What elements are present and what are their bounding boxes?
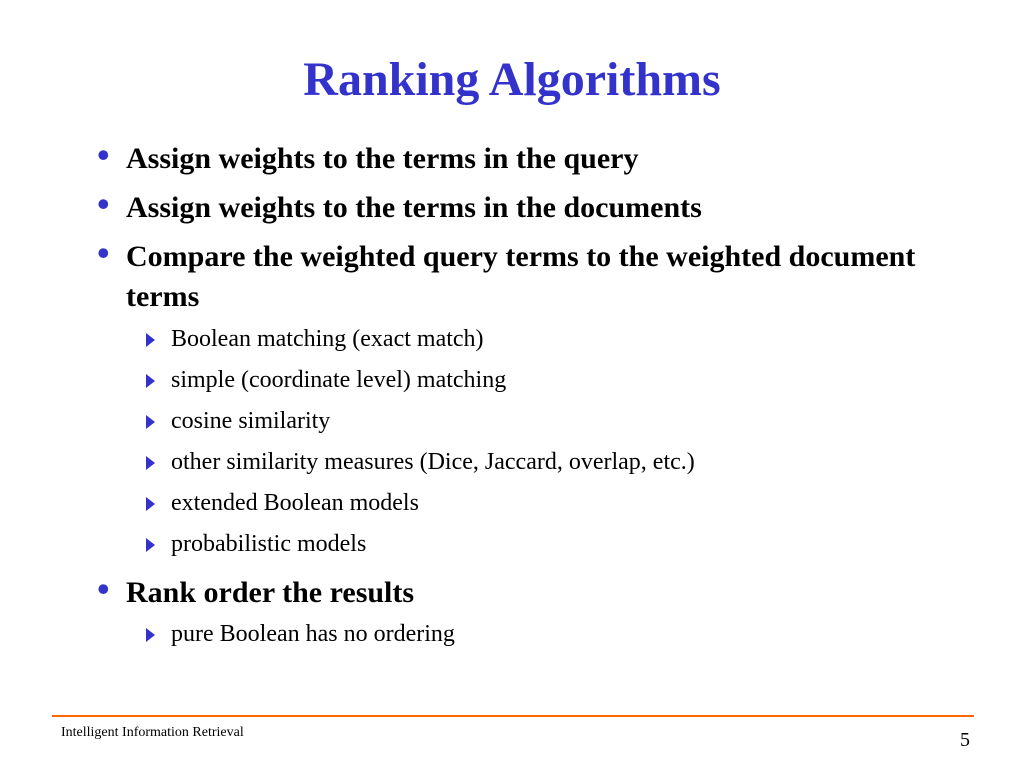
- footer-course-name: Intelligent Information Retrieval: [61, 725, 244, 740]
- triangle-bullet-icon: [146, 456, 155, 470]
- sub-bullet-text: probabilistic models: [171, 531, 367, 557]
- sub-bullet-text: pure Boolean has no ordering: [171, 621, 455, 647]
- bullet-text: Rank order the results: [126, 576, 415, 609]
- triangle-bullet-icon: [146, 333, 155, 347]
- bullet-text: Assign weights to the terms in the documents: [126, 191, 702, 224]
- round-bullet-icon: •: [97, 233, 110, 273]
- round-bullet-icon: •: [97, 184, 110, 224]
- footer-rule: [52, 715, 974, 717]
- bullet-text: Assign weights to the terms in the query: [126, 142, 639, 175]
- bullet-text: Compare the weighted query terms to the weighted document terms: [126, 240, 916, 313]
- triangle-bullet-icon: [146, 538, 155, 552]
- sub-bullet-text: extended Boolean models: [171, 490, 419, 516]
- slide-title: Ranking Algorithms: [303, 53, 721, 106]
- triangle-bullet-icon: [146, 415, 155, 429]
- sub-bullet-text: simple (coordinate level) matching: [171, 367, 507, 393]
- sub-bullet-text: cosine similarity: [171, 408, 331, 434]
- sub-bullet-text: other similarity measures (Dice, Jaccard, overlap, etc.): [171, 449, 695, 475]
- page-number: 5: [960, 729, 970, 751]
- round-bullet-icon: •: [97, 135, 110, 175]
- triangle-bullet-icon: [146, 628, 155, 642]
- triangle-bullet-icon: [146, 374, 155, 388]
- sub-bullet-text: Boolean matching (exact match): [171, 326, 484, 352]
- round-bullet-icon: •: [97, 569, 110, 609]
- triangle-bullet-icon: [146, 497, 155, 511]
